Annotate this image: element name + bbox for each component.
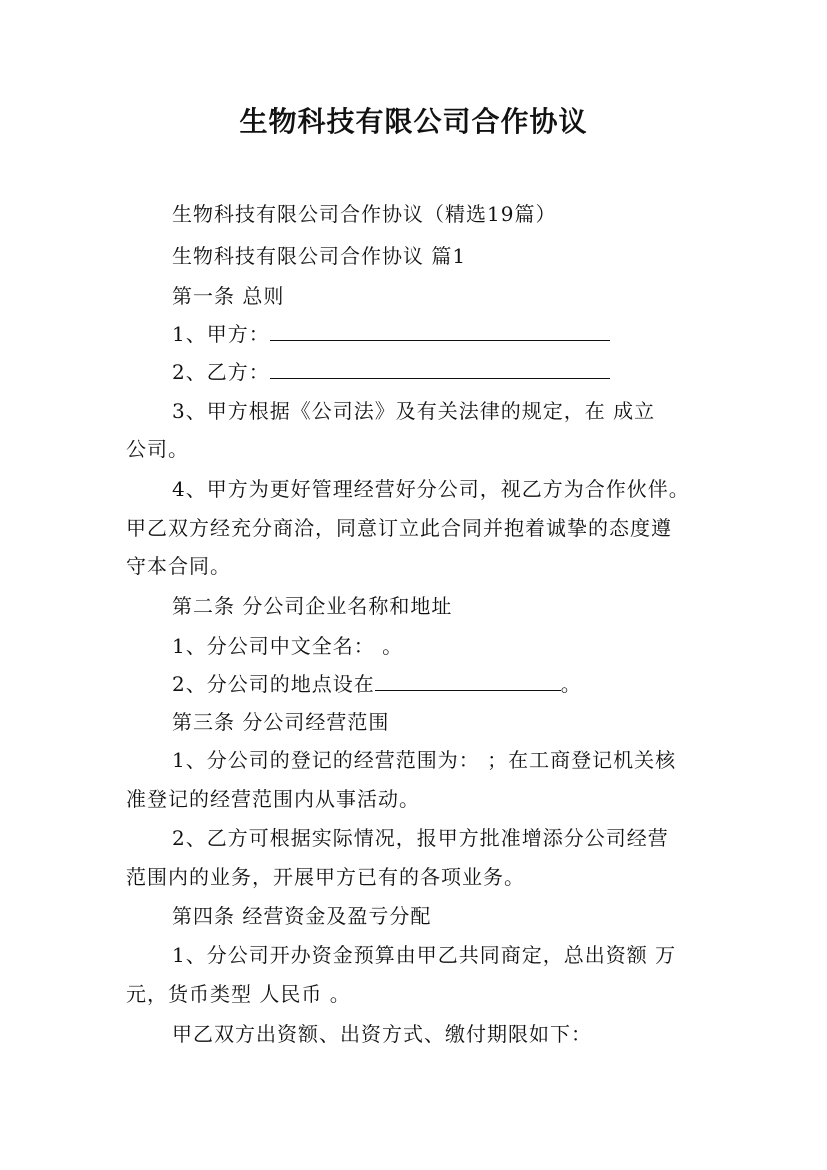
paragraph-line: 3、甲方根据《公司法》及有关法律的规定，在 成立 [172, 399, 656, 423]
party-a-blank [270, 322, 610, 341]
section-heading: 生物科技有限公司合作协议 篇1 [172, 244, 467, 268]
paragraph-line: 甲乙双方出资额、出资方式、缴付期限如下： [172, 1022, 592, 1046]
location-end: 。 [560, 672, 582, 696]
paragraph-line: 4、甲方为更好管理经营好分公司，视乙方为合作伙伴。 [172, 477, 690, 501]
location-label: 2、分公司的地点设在 [172, 672, 375, 696]
paragraph-line: 1、分公司开办资金预算由甲乙共同商定，总出资额 万 [172, 943, 677, 967]
location-blank [375, 672, 561, 691]
subtitle-line: 生物科技有限公司合作协议（精选19篇） [172, 202, 557, 226]
location-line [172, 668, 582, 697]
paragraph-line: 元，货币类型 人民币 。 [126, 982, 351, 1006]
article-heading: 第三条 分公司经营范围 [172, 710, 390, 734]
paragraph-line: 公司。 [126, 437, 189, 461]
paragraph-line: 2、乙方可根据实际情况，报甲方批准增添分公司经营 [172, 826, 669, 850]
paragraph-line: 范围内的业务，开展甲方已有的各项业务。 [126, 865, 525, 889]
document-title: 生物科技有限公司合作协议 [239, 105, 588, 138]
paragraph-line: 1、分公司中文全名： 。 [172, 634, 404, 658]
paragraph-line: 甲乙双方经充分商洽，同意订立此合同并抱着诚挚的态度遵 [126, 516, 672, 540]
party-b-label: 2、乙方： [172, 360, 270, 384]
article-heading: 第一条 总则 [172, 284, 285, 308]
article-heading: 第四条 经营资金及盈亏分配 [172, 904, 432, 928]
party-b-blank [270, 360, 610, 379]
party-a-label: 1、甲方： [172, 322, 270, 346]
party-a-line [172, 318, 610, 347]
paragraph-line: 1、分公司的登记的经营范围为： ；在工商登记机关核 [172, 748, 677, 772]
paragraph-line: 守本合同。 [126, 554, 231, 578]
article-heading: 第二条 分公司企业名称和地址 [172, 594, 453, 618]
party-b-line [172, 356, 610, 385]
paragraph-line: 准登记的经营范围内从事活动。 [126, 787, 420, 811]
